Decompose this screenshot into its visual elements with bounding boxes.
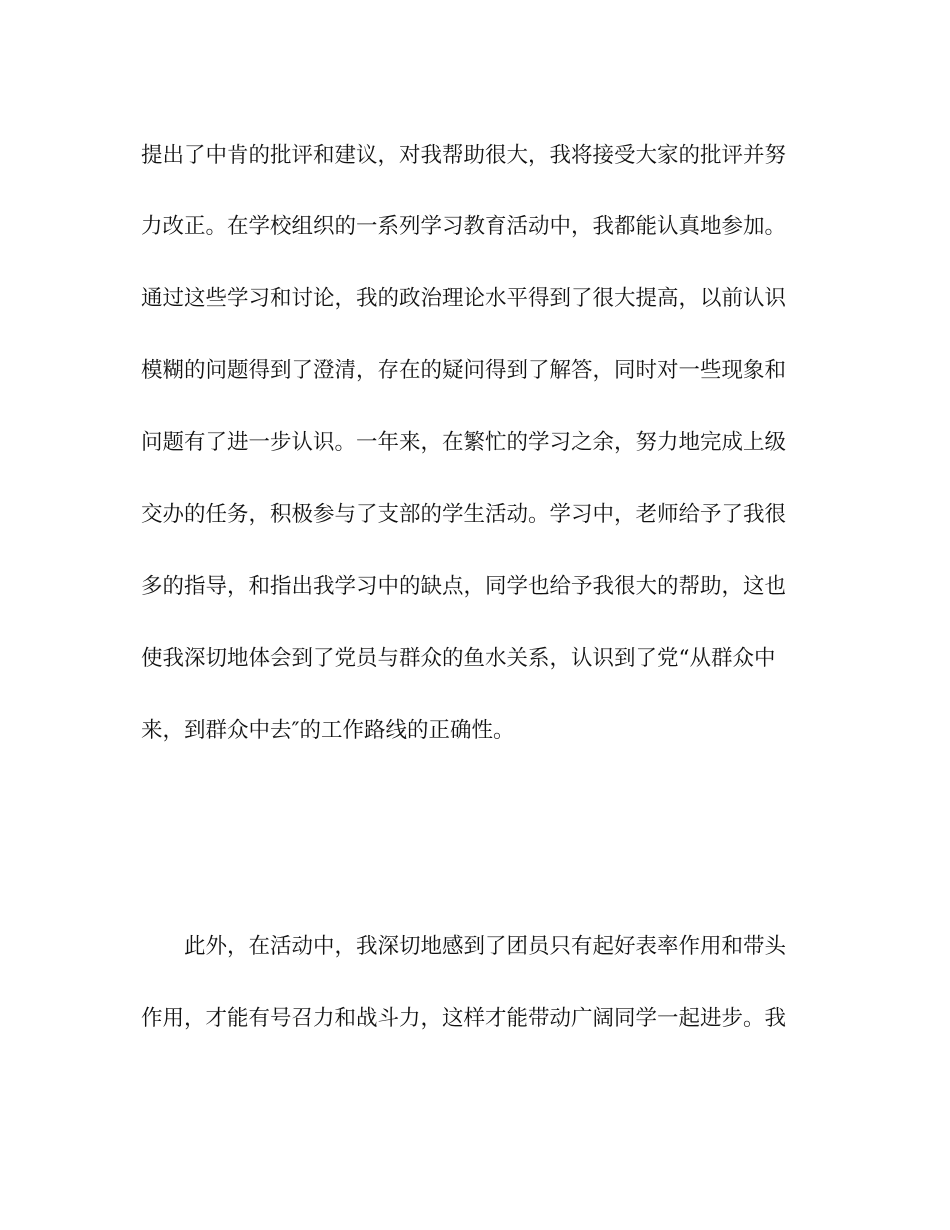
text-line: 模糊的问题得到了澄清，存在的疑问得到了解答，同时对一些现象和 (141, 358, 787, 383)
text-line: 作用，才能有号召力和战斗力，这样才能带动广阔同学一起进步。我 (141, 1006, 787, 1031)
text-line: 交办的任务，积极参与了支部的学生活动。学习中，老师给予了我很 (141, 502, 787, 527)
text-line: 来，到群众中去″的工作路线的正确性。 (141, 718, 515, 743)
text-line: 多的指导，和指出我学习中的缺点，同学也给予我很大的帮助，这也 (141, 574, 787, 599)
text-line: 通过这些学习和讨论，我的政治理论水平得到了很大提高，以前认识 (141, 286, 787, 311)
text-line: 使我深切地体会到了党员与群众的鱼水关系，认识到了党“从群众中 (141, 646, 776, 671)
text-line: 提出了中肯的批评和建议，对我帮助很大，我将接受大家的批评并努 (141, 143, 787, 168)
text-line: 问题有了进一步认识。一年来，在繁忙的学习之余，努力地完成上级 (141, 430, 787, 455)
text-line: 力改正。在学校组织的一系列学习教育活动中，我都能认真地参加。 (141, 214, 787, 239)
text-line: 此外，在活动中，我深切地感到了团员只有起好表率作用和带头 (141, 934, 787, 959)
